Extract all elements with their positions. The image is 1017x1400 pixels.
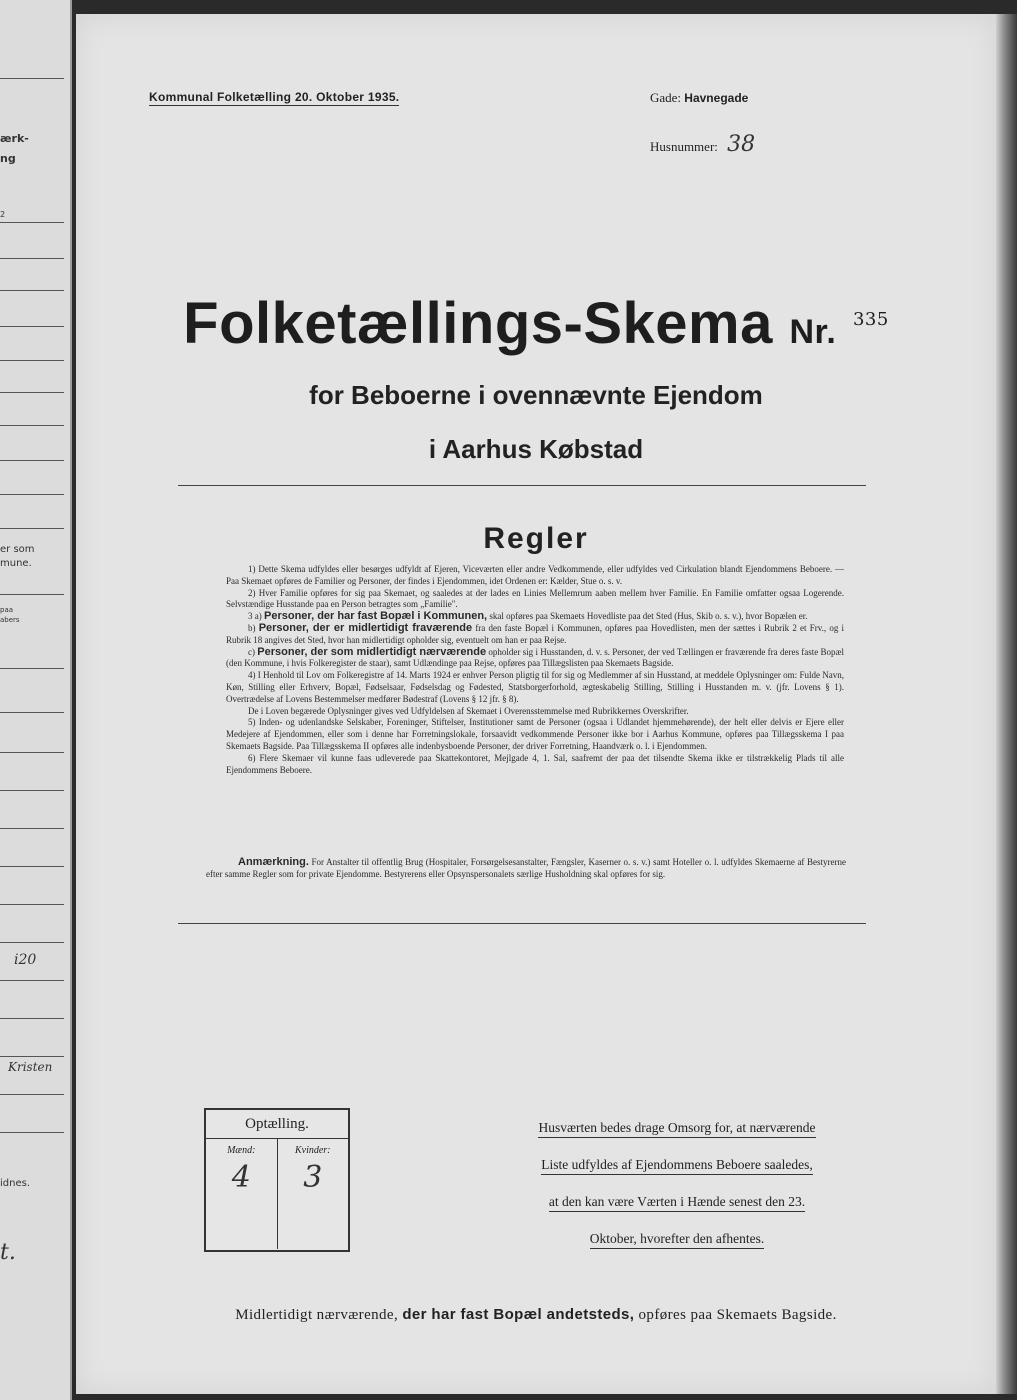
left-rule [0,1132,64,1133]
left-rule [0,712,64,713]
rules-text [226,564,844,776]
rule-3c-number: c) [248,646,255,657]
left-rule [0,594,64,595]
rule-4b: De i Loven begærede Oplysninger gives ved Udfyldelsen af Skemaet i Overensstemmelse med Rubrikkernes Overskrifter. [248,705,689,716]
rule-5: 5) Inden- og udenlandske Selskaber, Foreninger, Stiftelser, Institutioner samt de Personer (ogsaa i Udlandet hjemmehørende), der helt eller delvis er Ejere eller Medejere af Ejendommen, eller som i denne har Forretningslokale, forsaavidt vedkommende Personer ikke bor i Aarhus Kommune, opføres paa Tillægsskema I paa Skemaets Bagside. Paa Tillægsskema II opføres alle indenbysboende Personer, der driver Forretning, Haandværk o. l. i Ejendommen. [226,717,844,751]
left-rule [0,290,64,291]
rule-3a-heading: Personer, der har fast Bopæl i Kommunen, [264,610,488,623]
census-header: Kommunal Folketælling 20. Oktober 1935. [149,90,400,104]
house-number-value: 38 [727,132,756,157]
left-fragment: idnes. [0,1178,31,1189]
house-number-field [650,132,755,157]
street-label: Gade: [650,90,682,105]
house-number-label: Husnummer: [650,139,718,154]
left-fragment: abers [0,616,20,624]
left-rule [0,425,64,426]
tally-women-column [278,1139,349,1249]
tally-women-label: Kvinder: [294,1145,331,1156]
rule-3b [226,623,844,647]
rule-3b-heading: Personer, der er midlertidigt fraværende [258,621,473,634]
left-fragment: paa [0,606,14,614]
street-value: Havnegade [684,91,749,105]
rule-3c [226,647,844,671]
left-rule [0,904,64,905]
subtitle-residents: for Beboerne i ovennævnte Ejendom [309,380,763,410]
landlord-notice [512,1110,842,1258]
notice-line: Husværten bedes drage Omsorg for, at nærværende [538,1119,815,1138]
left-rule [0,494,64,495]
remark-text: For Anstalter til offentlig Brug (Hospitaler, Forsørgelsesanstalter, Fængsler, Kaserner o. s. v.) samt Hoteller o. l. udfyldes Skemaerne af Bestyrerne efter samme Regler som for private Ejendomme. Bestyrerens eller Opsynspersonalets særlige Husholdning skal opføres for sig. [206,857,847,879]
left-rule [0,668,64,669]
left-rule [0,78,64,79]
rules-heading: Regler [483,522,589,555]
footer-part-2: der har fast Bopæl andetsteds, [402,1306,635,1323]
remark-label: Anmærkning. [238,856,309,868]
title-main: Folketællings-Skema [183,291,773,356]
left-handwriting: t. [0,1240,16,1265]
left-rule [0,258,64,259]
left-fragment: 2 [0,210,6,219]
notice-line: at den kan være Værten i Hænde senest den 23. [549,1193,805,1212]
rule-6: 6) Flere Skemaer vil kunne faas udleverede paa Skattekontoret, Mejlgade 4, 1. Sal, saafremt der paa det tilsendte Skema ikke er tilstrækkelig Plads til alle Ejendommens Beboere. [226,752,844,775]
rule-3c-heading: Personer, der som midlertidigt nærværende [257,645,487,658]
street-field [650,90,748,106]
left-handwriting: i20 [14,952,37,968]
tally-men-value: 4 [231,1160,251,1195]
left-rule [0,392,64,393]
left-rule [0,790,64,791]
footer-part-3: opføres paa Skemaets Bagside. [638,1307,837,1323]
page-edge-shadow [996,14,1017,1394]
left-fragment: ng [0,152,16,165]
left-rule [0,222,64,223]
remark [206,857,846,881]
rule-3c-text: opholder sig i Husstanden, d. v. s. Personer, der ved Tællingen er fraværende fra deres faste Bopæl (den Kommune, i hvis Folkeregister de staar), samt Udlændinge paa Rejse, opføres paa Tillægslisten paa Skemaets Bagside. [226,646,845,669]
left-rule [0,1056,64,1057]
left-handwriting: Kristen [8,1060,53,1074]
form-title [76,290,996,357]
tally-men-label: Mænd: [227,1145,256,1156]
left-rule [0,1094,64,1095]
left-rule [0,942,64,943]
title-nr-value: 335 [852,309,889,330]
tally-men-column [206,1139,278,1249]
left-fragment: mune. [0,558,32,569]
rule-2: 2) Hver Familie opføres for sig paa Skemaet, og saaledes at der lades en Linies Mellemrum aaben mellem hver Familie. En Familie omfatter ogsaa Logerende. Selvstændige Husstande paa en Person betragtes som „Familie". [226,587,844,610]
tally-box [204,1108,350,1252]
left-rule [0,828,64,829]
notice-line: Liste udfyldes af Ejendommens Beboere saaledes, [541,1156,812,1175]
left-page-edge [0,0,72,1400]
footer-note [76,1306,996,1324]
rule-3b-number: b) [248,622,256,633]
census-form-page [76,14,996,1394]
left-rule [0,360,64,361]
left-rule [0,1018,64,1019]
rule-3b-text: fra den faste Bopæl i Kommunen, opføres paa Hovedlisten, men der sættes i Rubrik 2 et Frv., og i Rubrik 18 angives det Sted, hvor han midlertidigt opholder sig, eventuelt om han er paa Rejse. [226,622,845,645]
footer-part-1: Midlertidigt nærværende, [235,1307,399,1323]
left-rule [0,326,64,327]
rule-4: 4) I Henhold til Lov om Folkeregistre af 14. Marts 1924 er enhver Person pligtig til for sig og Medlemmer af sin Husstand, at meddele Oplysninger om: Fulde Navn, Køn, Stilling eller Erhverv, Bopæl, Fødselsaar, Fødselsdag og Fødested, Statsborgerforhold, ægteskabelig Stilling, Stilling i Husstanden m. v. (jfr. Lovens § 1). Overtrædelse af Lovens Bestemmelser medfører Bødestraf (Lovens § 12 jfr. § 8). [226,670,844,704]
rule-3a-number: 3 a) [248,611,262,622]
rule-3a-text: skal opføres paa Skemaets Hovedliste paa det Sted (Hus, Skib o. s. v.), hvor Bopælen er. [489,611,808,622]
left-rule [0,460,64,461]
left-rule [0,866,64,867]
left-fragment: er som [0,544,35,555]
rule-1: 1) Dette Skema udfyldes eller besørges udfyldt af Ejeren, Viceværten eller andre Vedkommende, eller udfyldes ved Cirkulation blandt Ejendommens Beboere. — Paa Skemaet opføres de Familier og Personer, der findes i Ejendommen, idet Ordenen er: Kælder, Stue o. s. v. [226,564,844,586]
left-rule [0,980,64,981]
left-fragment: ærk- [0,132,29,145]
divider [178,485,866,486]
left-rule [0,752,64,753]
tally-women-value: 3 [303,1160,323,1195]
divider [178,923,866,924]
tally-title: Optælling. [206,1110,348,1139]
left-rule [0,528,64,529]
notice-line: Oktober, hvorefter den afhentes. [590,1230,765,1249]
title-nr-label: Nr. [789,313,837,351]
subtitle-town: i Aarhus Købstad [428,434,644,464]
